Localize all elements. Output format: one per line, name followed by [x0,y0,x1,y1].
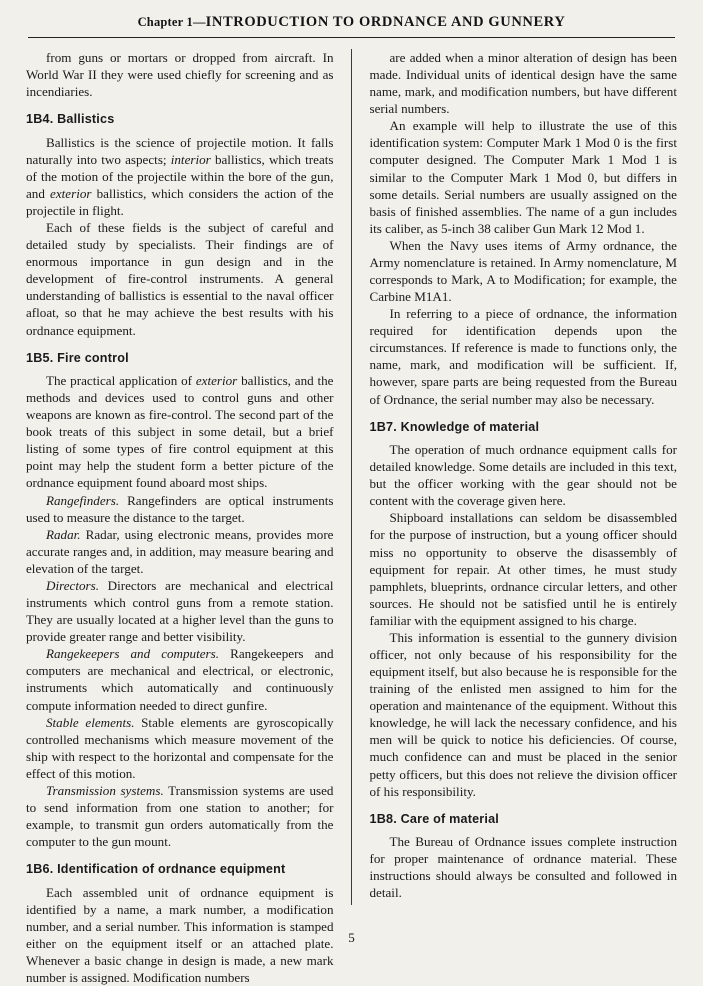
section-title: Knowledge of material [400,419,540,434]
left-column [26,49,352,986]
paragraph: The Bureau of Ordnance issues complete instruction for proper maintenance of ordnance material. These instructions should always be consulted and followed in detail. [369,834,677,901]
paragraph: When the Navy uses items of Army ordnance, the Army nomenclature is retained. In Army nomenclature, M corresponds to Mark, A to Modification; for example, the Carbine M1A1. [369,237,677,305]
paragraph: Shipboard installations can seldom be disassembled for the purpose of instruction, but a young officer should miss no opportunity to observe the disassembly of equipment for repair. At other times, he must study pamphlets, blueprints, ordnance circular letters, and other sources. He should not be satisfied until he is entirely familiar with the equipment assigned to his charge. [369,510,677,628]
section-heading-1b7 [370,419,678,435]
chapter-dash: — [192,15,206,29]
section-title: Fire control [57,350,129,365]
section-heading-1b4 [26,111,334,127]
two-column-body [26,49,677,986]
paragraph: Ballistics is the science of projectile motion. It falls naturally into two aspects; interior ballistics, which treats of the motion of the projectile within the bore of the gun, and exterior ballistics, which considers the action of the projectile in flight. [26,134,334,218]
section-title: Care of material [400,811,500,826]
paragraph: The operation of much ordnance equipment calls for detailed knowledge. Some details are included in this text, but the officer working with the gear should not be content with the coverage given here. [369,442,677,509]
paragraph: An example will help to illustrate the use of this identification system: Computer Mark 1 Mod 0 is the first computer designed. The Computer Mark 1 Mod 1 is similar to the Computer Mark 1 Mod 0, but differs in some details. Serial numbers are usually assigned on the basis of finished assemblies. The name of a gun includes its caliber, as 5-inch 38 caliber Gun Mark 12 Mod 1. [369,118,677,236]
section-number: 1B8. [369,811,397,826]
running-head [26,14,677,37]
page-number: 5 [348,930,355,945]
right-column [352,49,678,905]
paragraph: Directors. Directors are mechanical and electrical instruments which control guns from a remote station. They are usually located at a higher level than the guns to provide greater range and better visibility. [26,577,334,645]
paragraph: The practical application of exterior ballistics, and the methods and devices used to control guns and other weapons are known as fire-control. The second part of the book treats of this subject in some detail, but a brief listing of some types of fire control equipment at this point may help the student form a better picture of the ordnance equipment found aboard most ships. [26,373,334,491]
paragraph: This information is essential to the gunnery division officer, not only because of his responsibility for the equipment itself, but also because he is responsible for the training of the enlisted men assigned to him for the operation and maintenance of the equipment. Without this knowledge, he will lack the necessary confidence, and his men will be quick to notice his deficiencies. Of course, much confidence can and must be placed in the senior petty officers, but this does not relieve the division officer of his responsibility. [369,629,677,799]
paragraph: Rangefinders. Rangefinders are optical instruments used to measure the distance to the target. [26,492,334,525]
paragraph-continued-left: from guns or mortars or dropped from aircraft. In World War II they were used chiefly for screening and as incendiaries. [26,50,334,100]
section-title: Identification of ordnance equipment [57,862,286,877]
header-divider [28,37,675,38]
section-number: 1B7. [369,419,397,434]
section-title: Ballistics [57,112,115,127]
paragraph-continued-right: are added when a minor alteration of design has been made. Individual units of identical design have the same name, mark, and modification numbers, but have different serial numbers. [369,50,677,117]
paragraph: Each assembled unit of ordnance equipment is identified by a name, a mark number, a modification number, and a serial number. This information is stamped either on the equipment itself or an attached plate. Whenever a basic change in design is made, a new mark number is assigned. Modification numbers [26,884,334,986]
paragraph: Stable elements. Stable elements are gyroscopically controlled mechanisms which measure movement of the ship with respect to the horizontal and compensate for the effect of this motion. [26,714,334,781]
paragraph: In referring to a piece of ordnance, the information required for identification depends upon the circumstances. If reference is made to functions only, the name, mark, and modification will be sufficient. If, however, spare parts are being requested from the Bureau of Ordnance, the serial number may also be necessary. [369,306,677,407]
paragraph: Radar. Radar, using electronic means, provides more accurate ranges and, in addition, may measure bearing and elevation of the target. [26,526,334,576]
section-heading-1b6 [26,861,334,877]
paragraph: Transmission systems. Transmission systems are used to send information from one station to another; for example, to transmit gun orders automatically from the computer to the gun mount. [26,782,334,850]
page-title: INTRODUCTION TO ORDNANCE AND GUNNERY [205,14,566,30]
section-number: 1B4. [26,112,54,127]
chapter-label: Chapter 1 [137,15,193,29]
paragraph: Each of these fields is the subject of careful and detailed study by specialists. Their findings are of enormous importance in gun design and in the development of fire-control instruments. A general understanding of ballistics is essential to the naval officer afloat, so that he may achieve the best results with his ordnance equipment. [26,220,334,338]
paragraph: Rangekeepers and computers. Rangekeepers and computers are mechanical and electrical, or electronic, instruments which automatically and continuously compute information needed to direct gunfire. [26,646,334,713]
section-number: 1B5. [26,350,54,365]
section-number: 1B6. [26,862,54,877]
section-heading-1b8 [370,811,678,827]
section-heading-1b5 [26,350,334,366]
